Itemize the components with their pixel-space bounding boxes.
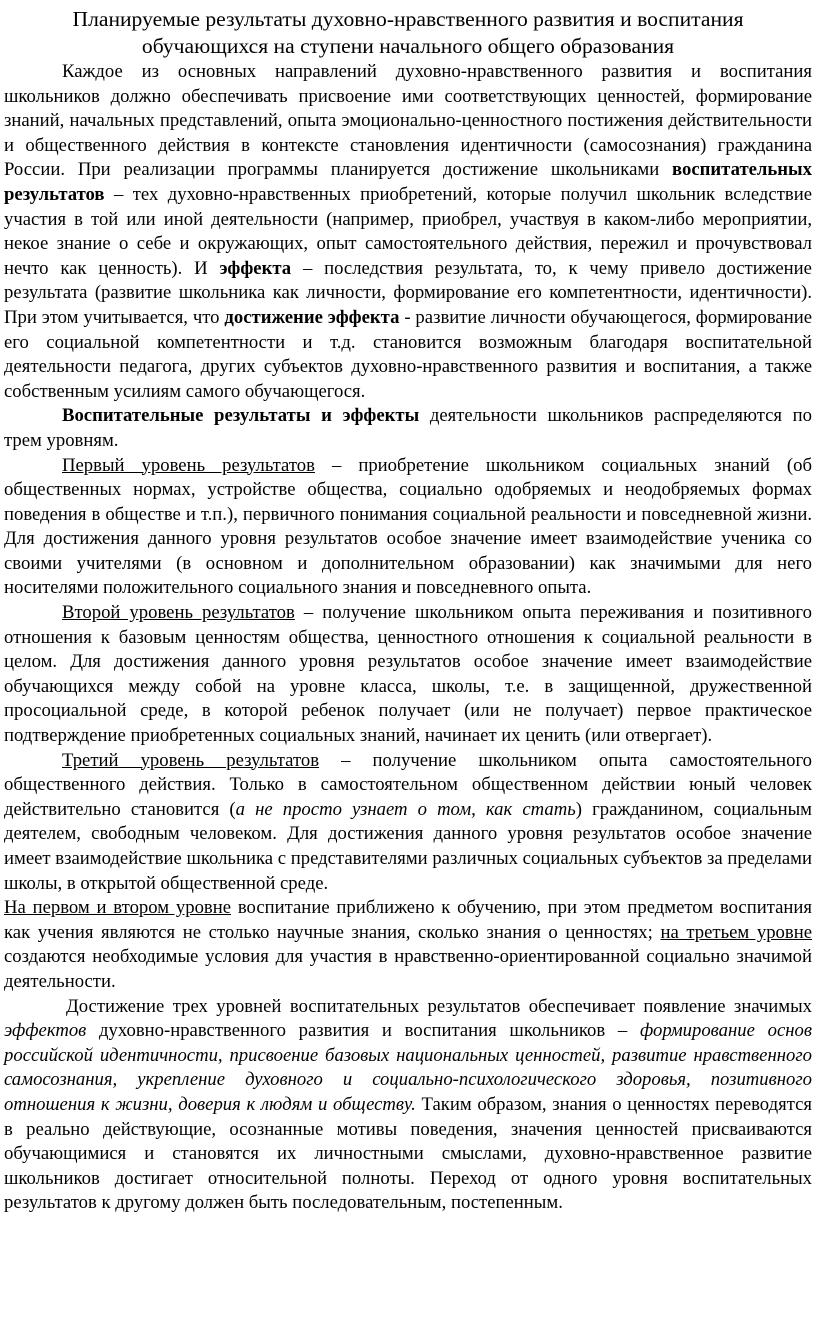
underlined-term-third-level: Третий уровень результатов xyxy=(62,749,320,771)
text-run: – тех духовно-нравственных приобретений, которые получил школьник вследствие участия в той или иной деятельности (например, приобрел, участвуя в каком-либо мероприятии, некое знание о себе и окружающих, опыт самостоятельного действия, пережил и прочувствовал нечто как ценность). И xyxy=(4,183,812,279)
text-run: – получение школьником опыта переживания и позитивного отношения к базовым ценностям общества, ценностного отношения к социальной реальности в целом. Для достижения данного уровня результатов особое значение имеет взаимодействие обучающихся между собой на уровне класса, школы, т.е. в защищенной, дружественной просоциальной среде, в которой ребенок получает (или не получает) первое практическое подтверждение приобретенных социальных знаний, начинает их ценить (или отвергает). xyxy=(4,602,812,747)
underlined-term-first-level: Первый уровень результатов xyxy=(62,454,315,476)
text-run: создаются необходимые условия для участия в нравственно-ориентированной социально значимой деятельности. xyxy=(4,946,812,992)
italic-phrase: а не просто узнает о том, как стать xyxy=(235,798,576,820)
paragraph-intro xyxy=(4,60,812,404)
bold-term-educational-results: воспитательных результатов xyxy=(4,159,812,205)
paragraph-first-level xyxy=(4,454,812,602)
text-run: духовно-нравственного развития и воспитания школьников – xyxy=(86,1020,640,1042)
text-run: – последствия результата, то, к чему привело достижение результата (развитие школьника как личности, формирование его компетентности, идентичности). При этом учитывается, что xyxy=(4,257,812,328)
bold-term-achieving-effect: достижение эффекта xyxy=(224,306,400,328)
paragraph-second-level xyxy=(4,601,812,749)
text-run: Достижение трех уровней воспитательных результатов обеспечивает появление значимых xyxy=(66,995,812,1017)
italic-term-effects: эффектов xyxy=(4,1020,87,1042)
document-title xyxy=(4,6,812,60)
underlined-term-second-level: Второй уровень результатов xyxy=(62,602,295,624)
paragraph-levels-intro xyxy=(4,404,812,453)
italic-phrase-effects-list: формирование основ российской идентичности, присвоение базовых национальных ценностей, развитие нравственного самосознания, укрепление духовного и социально-психологического здоровья, позитивного отношения к жизни, доверия к людям и обществу. xyxy=(4,1020,812,1115)
text-run: – приобретение школьником социальных знаний (об общественных нормах, устройстве общества, социально одобряемых и неодобряемых формах поведения в обществе и т.п.), первичного понимания социальной реальности и повседневной жизни. Для достижения данного уровня результатов особое значение имеет взаимодействие ученика со своими учителями (в основном и дополнительном образовании) как значимыми для него носителями положительного социального знания и повседневного опыта. xyxy=(4,454,812,599)
text-run: деятельности школьников распределяются по трем уровням. xyxy=(4,405,812,451)
text-run: - развитие личности обучающегося, формирование его социальной компетентности и т.д. становится возможным благодаря воспитательной деятельности педагога, других субъектов духовно-нравственного развития и воспитания, а также собственным усилиям самого обучающегося. xyxy=(4,306,812,402)
paragraph-conclusion xyxy=(4,995,812,1216)
bold-term-effect: эффекта xyxy=(219,257,292,279)
text-run: Таким образом, знания о ценностях переводятся в реально действующие, осознанные мотивы поведения, значения ценностей присваиваются обучающимися и становятся их личностными смыслами, духовно-нравственное развитие школьников достигает относительной полноты. Переход от одного уровня воспитательных результатов к другому должен быть последовательным, постепенным. xyxy=(4,1093,812,1214)
underlined-term-third-level-short: на третьем уровне xyxy=(660,921,812,943)
text-run: Каждое из основных направлений духовно-нравственного развития и воспитания школьников должно обеспечивать присвоение ими соответствующих ценностей, формирование знаний, начальных представлений, опыта эмоционально-ценностного постижения действительности и общественного действия в контексте становления идентичности (самосознания) гражданина России. При реализации программы планируется достижение школьниками xyxy=(4,61,812,181)
text-run: ) гражданином, социальным деятелем, свободным человеком. Для достижения данного уровня результатов особое значение имеет взаимодействие школьника с представителями различных социальных субъектов за пределами школы, в открытой общественной среде. xyxy=(4,798,813,894)
text-run: воспитание приближено к обучению, при этом предметом воспитания как учения являются не столько научные знания, сколько знания о ценностях; xyxy=(4,897,812,943)
underlined-term-first-second-level: На первом и втором уровне xyxy=(4,897,232,919)
paragraph-levels-comparison xyxy=(4,896,812,994)
paragraph-third-level xyxy=(4,749,812,897)
title-line-2: обучающихся на ступени начального общего образования xyxy=(141,34,675,58)
bold-term-results-and-effects: Воспитательные результаты и эффекты xyxy=(62,405,420,427)
title-line-1: Планируемые результаты духовно-нравственного развития и воспитания xyxy=(72,7,744,31)
text-run: – получение школьником опыта самостоятельного общественного действия. Только в самостоятельном общественном действии юный человек действительно становится ( xyxy=(4,749,812,820)
